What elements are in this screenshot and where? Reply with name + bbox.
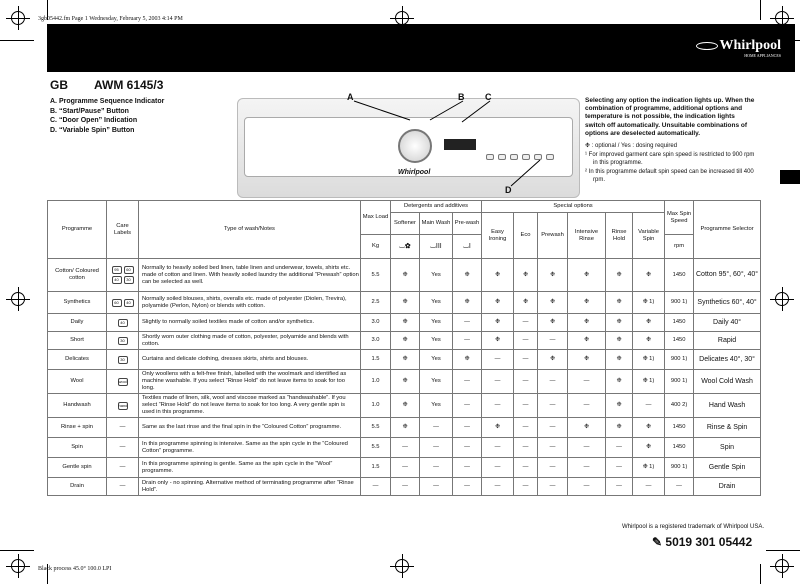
care-labels	[107, 394, 139, 418]
care-label-icon: 30	[118, 356, 128, 364]
col-maxload: Max Load	[361, 201, 391, 235]
cell-softener: ❉	[391, 350, 420, 370]
cell-variable-spin: ❉	[633, 332, 665, 350]
cell-prewash-option: —	[538, 418, 568, 438]
legend-item: B. “Start/Pause” Button	[50, 107, 129, 115]
cell-softener: ❉	[391, 370, 420, 394]
cell-eco: —	[514, 370, 538, 394]
empty-mark: —	[119, 464, 126, 470]
col-maxspin: Max Spin Speed	[665, 201, 694, 235]
cell-intensive-rinse: —	[568, 458, 606, 478]
options-info	[585, 97, 755, 185]
cell-intensive-rinse: ❉	[568, 332, 606, 350]
programme-selector: Hand Wash	[694, 394, 761, 418]
max-load: 1.0	[361, 394, 391, 418]
programme-name: Synthetics	[48, 292, 107, 314]
cell-variable-spin: ❉ 1)	[633, 292, 665, 314]
care-labels	[107, 458, 139, 478]
cell-mainwash: Yes	[420, 350, 453, 370]
wash-notes: Same as the last rinse and the final spin in the “Coloured Cotton” programme.	[139, 418, 361, 438]
max-load: 1.5	[361, 458, 391, 478]
programme-name: Rinse + spin	[48, 418, 107, 438]
cell-softener: ❉	[391, 314, 420, 332]
max-load: 1.0	[361, 370, 391, 394]
cell-variable-spin: ❉ 1)	[633, 370, 665, 394]
cell-softener: ❉	[391, 259, 420, 292]
cell-easy-ironing: ❉	[482, 314, 514, 332]
cell-prewash-option: ❉	[538, 350, 568, 370]
max-load: 5.5	[361, 438, 391, 458]
programme-selector: Gentle Spin	[694, 458, 761, 478]
max-load: 2.5	[361, 292, 391, 314]
cell-rinse-hold: ❉	[606, 314, 633, 332]
programme-selector: Drain	[694, 478, 761, 496]
brand-tagline: HOME APPLIANCES	[744, 53, 781, 58]
legend-item: A. Programme Sequence Indicator	[50, 98, 165, 105]
cell-eco: —	[514, 418, 538, 438]
document-code	[652, 535, 752, 549]
empty-mark: —	[119, 483, 126, 489]
wash-notes: Slightly to normally soiled textiles made of cotton and/or synthetics.	[139, 314, 361, 332]
cell-intensive-rinse: —	[568, 370, 606, 394]
programme-name: Drain	[48, 478, 107, 496]
cell-variable-spin: ❉	[633, 418, 665, 438]
col-type: Type of wash/Notes	[139, 201, 361, 259]
programme-selector: Rinse & Spin	[694, 418, 761, 438]
cell-max-spin: 1450	[665, 259, 694, 292]
table-row	[48, 394, 761, 418]
care-labels	[107, 418, 139, 438]
cell-prewash-option: ❉	[538, 314, 568, 332]
cell-intensive-rinse: —	[568, 438, 606, 458]
programme-table	[47, 200, 761, 496]
cell-prewash: —	[453, 478, 482, 496]
document-code-text: 5019 301 05442	[665, 535, 753, 549]
care-label-icon: 60	[112, 299, 122, 307]
programme-selector: Wool Cold Wash	[694, 370, 761, 394]
wash-notes: Textiles made of linen, silk, wool and viscose marked as “handwashable”. If you select “Rinse Hold” do not leave items to soak for too long. A very gentle spin is used in this programme.	[139, 394, 361, 418]
cell-variable-spin: ❉	[633, 259, 665, 292]
options-note: Selecting any option the indication lights up. When the combination of programme, additional options and temperature is not possible, the indication lights switch off automatically. Unsuitable combinations of options are deselected automatically.	[585, 97, 755, 137]
cell-rinse-hold: ❉	[606, 394, 633, 418]
col-kg: Kg	[361, 235, 391, 259]
softener-icon: ⌴✿	[391, 235, 420, 259]
care-label-icon: wool	[118, 378, 127, 384]
max-load: 1.5	[361, 350, 391, 370]
cell-rinse-hold: ❉	[606, 259, 633, 292]
cell-easy-ironing: ❉	[482, 332, 514, 350]
programme-name: Wool	[48, 370, 107, 394]
cell-prewash: ❉	[453, 350, 482, 370]
cell-prewash-option: —	[538, 394, 568, 418]
page-tab	[780, 170, 800, 184]
cell-mainwash: Yes	[420, 394, 453, 418]
country-code: GB	[50, 78, 68, 92]
cell-mainwash: —	[420, 458, 453, 478]
cell-prewash-option: —	[538, 370, 568, 394]
cell-prewash: —	[453, 394, 482, 418]
footnote-1: ¹ For improved garment care spin speed is restricted to 900 rpm in this programme.	[585, 151, 755, 167]
cell-intensive-rinse: —	[568, 394, 606, 418]
cell-max-spin: 900 1)	[665, 350, 694, 370]
callout-a: A	[347, 92, 354, 102]
cell-easy-ironing: ❉	[482, 418, 514, 438]
care-labels	[107, 370, 139, 394]
cell-prewash: —	[453, 458, 482, 478]
cell-prewash: —	[453, 438, 482, 458]
cell-max-spin: 900 1)	[665, 292, 694, 314]
cell-variable-spin: —	[633, 394, 665, 418]
cell-max-spin: 900 1)	[665, 458, 694, 478]
col-mainwash: Main Wash	[420, 213, 453, 235]
cell-mainwash: Yes	[420, 314, 453, 332]
model-number: AWM 6145/3	[94, 78, 164, 92]
cell-intensive-rinse: ❉	[568, 350, 606, 370]
prewash-icon: ⌴I	[453, 235, 482, 259]
cell-max-spin: 400 2)	[665, 394, 694, 418]
table-row	[48, 458, 761, 478]
care-label-icon: 40	[118, 319, 128, 327]
cell-prewash-option: —	[538, 438, 568, 458]
empty-mark: —	[119, 444, 126, 450]
cell-softener: —	[391, 438, 420, 458]
cell-softener: —	[391, 478, 420, 496]
programme-name: Short	[48, 332, 107, 350]
col-selector: Programme Selector	[694, 201, 761, 259]
symbol-note: ❉ : optional / Yes : dosing required	[585, 143, 678, 150]
cell-softener: —	[391, 458, 420, 478]
callout-b: B	[458, 92, 465, 102]
cell-prewash-option: ❉	[538, 259, 568, 292]
callout-c: C	[485, 92, 492, 102]
cell-prewash-option: —	[538, 332, 568, 350]
table-row	[48, 292, 761, 314]
cell-variable-spin: ❉	[633, 438, 665, 458]
cell-prewash-option: —	[538, 478, 568, 496]
cell-max-spin: 1450	[665, 438, 694, 458]
cell-softener: ❉	[391, 332, 420, 350]
cell-softener: ❉	[391, 292, 420, 314]
cell-eco: ❉	[514, 259, 538, 292]
care-label-icon: 95	[112, 266, 122, 274]
cell-rinse-hold: ❉	[606, 350, 633, 370]
cell-intensive-rinse: ❉	[568, 259, 606, 292]
callout-d: D	[505, 185, 512, 195]
max-load: 5.5	[361, 418, 391, 438]
cell-easy-ironing: ❉	[482, 292, 514, 314]
max-load: 3.0	[361, 314, 391, 332]
cell-max-spin: 900 1)	[665, 370, 694, 394]
care-label-icon: 30	[124, 276, 134, 284]
wash-notes: Curtains and delicate clothing, dresses skirts, shirts and blouses.	[139, 350, 361, 370]
care-labels	[107, 350, 139, 370]
care-label-icon: 40	[124, 299, 134, 307]
cell-eco: —	[514, 314, 538, 332]
col-prewash-option: Prewash	[538, 213, 568, 259]
cell-eco: —	[514, 478, 538, 496]
cell-variable-spin: ❉ 1)	[633, 350, 665, 370]
care-labels	[107, 314, 139, 332]
cell-mainwash: —	[420, 438, 453, 458]
col-programme: Programme	[48, 201, 107, 259]
table-row	[48, 259, 761, 292]
col-rpm: rpm	[665, 235, 694, 259]
cell-rinse-hold: ❉	[606, 292, 633, 314]
code-icon: ✎	[652, 535, 666, 549]
slug-bottom: Black process 45.0° 100.0 LPI	[38, 566, 112, 572]
programme-name: Cotton/ Coloured cotton	[48, 259, 107, 292]
legend-item: D. “Variable Spin” Button	[50, 126, 135, 134]
col-easy-ironing: Easy Ironing	[482, 213, 514, 259]
cell-prewash: ❉	[453, 259, 482, 292]
cell-easy-ironing: —	[482, 370, 514, 394]
cell-mainwash: —	[420, 418, 453, 438]
wash-notes: Drain only - no spinning. Alternative method of terminating programme after “Rinse Hold”.	[139, 478, 361, 496]
col-variable-spin: Variable Spin	[633, 213, 665, 259]
cell-mainwash: —	[420, 478, 453, 496]
table-row	[48, 418, 761, 438]
programme-name: Daily	[48, 314, 107, 332]
table-row	[48, 478, 761, 496]
cell-intensive-rinse: ❉	[568, 292, 606, 314]
legend-item: C. “Door Open” Indication	[50, 117, 138, 125]
col-rinse-hold: Rinse Hold	[606, 213, 633, 259]
cell-rinse-hold: —	[606, 478, 633, 496]
programme-name: Handwash	[48, 394, 107, 418]
mainwash-icon: ⌴III	[420, 235, 453, 259]
wash-notes: Normally soiled blouses, shirts, overalls etc. made of polyester (Diolen, Trevira), polyamide (Perlon, Nylon) or blends with cotton.	[139, 292, 361, 314]
cell-intensive-rinse: ❉	[568, 418, 606, 438]
programme-selector: Synthetics 60°, 40°	[694, 292, 761, 314]
cell-rinse-hold: —	[606, 458, 633, 478]
programme-selector: Daily 40°	[694, 314, 761, 332]
table-row	[48, 438, 761, 458]
care-label-icon: 40	[112, 276, 122, 284]
cell-rinse-hold: —	[606, 438, 633, 458]
table-row	[48, 350, 761, 370]
cell-easy-ironing: ❉	[482, 259, 514, 292]
cell-max-spin: 1450	[665, 332, 694, 350]
programme-name: Delicates	[48, 350, 107, 370]
table-row	[48, 370, 761, 394]
cell-prewash: —	[453, 370, 482, 394]
cell-rinse-hold: ❉	[606, 370, 633, 394]
cell-max-spin: 1450	[665, 418, 694, 438]
table-row	[48, 314, 761, 332]
max-load: 3.0	[361, 332, 391, 350]
cell-mainwash: Yes	[420, 370, 453, 394]
programme-selector: Cotton 95°, 60°, 40°	[694, 259, 761, 292]
cell-eco: —	[514, 438, 538, 458]
programme-selector: Spin	[694, 438, 761, 458]
cell-variable-spin: ❉	[633, 314, 665, 332]
cell-prewash: ❉	[453, 292, 482, 314]
footnote-2: ² In this programme default spin speed can be increased till 400 rpm.	[585, 168, 754, 184]
programme-selector: Rapid	[694, 332, 761, 350]
cell-easy-ironing: —	[482, 394, 514, 418]
cell-variable-spin: —	[633, 478, 665, 496]
cell-rinse-hold: ❉	[606, 332, 633, 350]
cell-softener: ❉	[391, 394, 420, 418]
cell-mainwash: Yes	[420, 332, 453, 350]
table-row	[48, 332, 761, 350]
col-prewash: Pre-wash	[453, 213, 482, 235]
cell-rinse-hold: ❉	[606, 418, 633, 438]
wash-notes: In this programme spinning is gentle. Same as the spin cycle in the “Wool” programme.	[139, 458, 361, 478]
cell-easy-ironing: —	[482, 438, 514, 458]
cell-mainwash: Yes	[420, 292, 453, 314]
cell-softener: ❉	[391, 418, 420, 438]
empty-mark: —	[119, 424, 126, 430]
wash-notes: Normally to heavily soiled bed linen, table linen and underwear, towels, shirts etc. made of cotton and linen. With heavily soiled laundry the additional “Prewash” option can be selected as well.	[139, 259, 361, 292]
cell-prewash: —	[453, 418, 482, 438]
care-labels	[107, 478, 139, 496]
cell-intensive-rinse: —	[568, 478, 606, 496]
cell-prewash-option: —	[538, 458, 568, 478]
cell-prewash: —	[453, 332, 482, 350]
slug-top: 3gb05442.fm Page 1 Wednesday, February 5, 2003 4:14 PM	[38, 16, 183, 22]
cell-easy-ironing: —	[482, 458, 514, 478]
wash-notes: Shortly worn outer clothing made of cotton, polyester, polyamide and blends with cotton.	[139, 332, 361, 350]
care-labels	[107, 332, 139, 350]
cell-eco: —	[514, 350, 538, 370]
col-care: Care Labels	[107, 201, 139, 259]
wash-notes: In this programme spinning is intensive. Same as the spin cycle in the “Coloured Cotton” programme.	[139, 438, 361, 458]
cell-eco: —	[514, 458, 538, 478]
programme-name: Spin	[48, 438, 107, 458]
care-label-icon: 30	[118, 337, 128, 345]
care-label-icon: hand	[118, 402, 128, 408]
programme-name: Gentle spin	[48, 458, 107, 478]
col-special: Special options	[482, 201, 665, 213]
cell-intensive-rinse: ❉	[568, 314, 606, 332]
cell-max-spin: 1450	[665, 314, 694, 332]
cell-eco: —	[514, 332, 538, 350]
panel-brand: Whirlpool	[398, 169, 431, 176]
cell-prewash: —	[453, 314, 482, 332]
brand-name: Whirlpool	[719, 38, 781, 53]
care-labels	[107, 259, 139, 292]
cell-eco: —	[514, 394, 538, 418]
max-load: —	[361, 478, 391, 496]
col-intensive-rinse: Intensive Rinse	[568, 213, 606, 259]
cell-mainwash: Yes	[420, 259, 453, 292]
programme-selector: Delicates 40°, 30°	[694, 350, 761, 370]
cell-easy-ironing: —	[482, 478, 514, 496]
col-eco: Eco	[514, 213, 538, 259]
care-labels	[107, 292, 139, 314]
care-labels	[107, 438, 139, 458]
cell-easy-ironing: —	[482, 350, 514, 370]
col-detergents: Detergents and additives	[391, 201, 482, 213]
care-label-icon: 60	[124, 266, 134, 274]
trademark-note: Whirlpool is a registered trademark of Whirlpool USA.	[622, 524, 765, 530]
wash-notes: Only woollens with a felt-free finish, labelled with the woolmark and identified as machine washable. If you select “Rinse Hold” do not leave items to soak for too long.	[139, 370, 361, 394]
max-load: 5.5	[361, 259, 391, 292]
col-softener: Softener	[391, 213, 420, 235]
cell-eco: ❉	[514, 292, 538, 314]
cell-variable-spin: ❉ 1)	[633, 458, 665, 478]
cell-prewash-option: ❉	[538, 292, 568, 314]
cell-max-spin: —	[665, 478, 694, 496]
